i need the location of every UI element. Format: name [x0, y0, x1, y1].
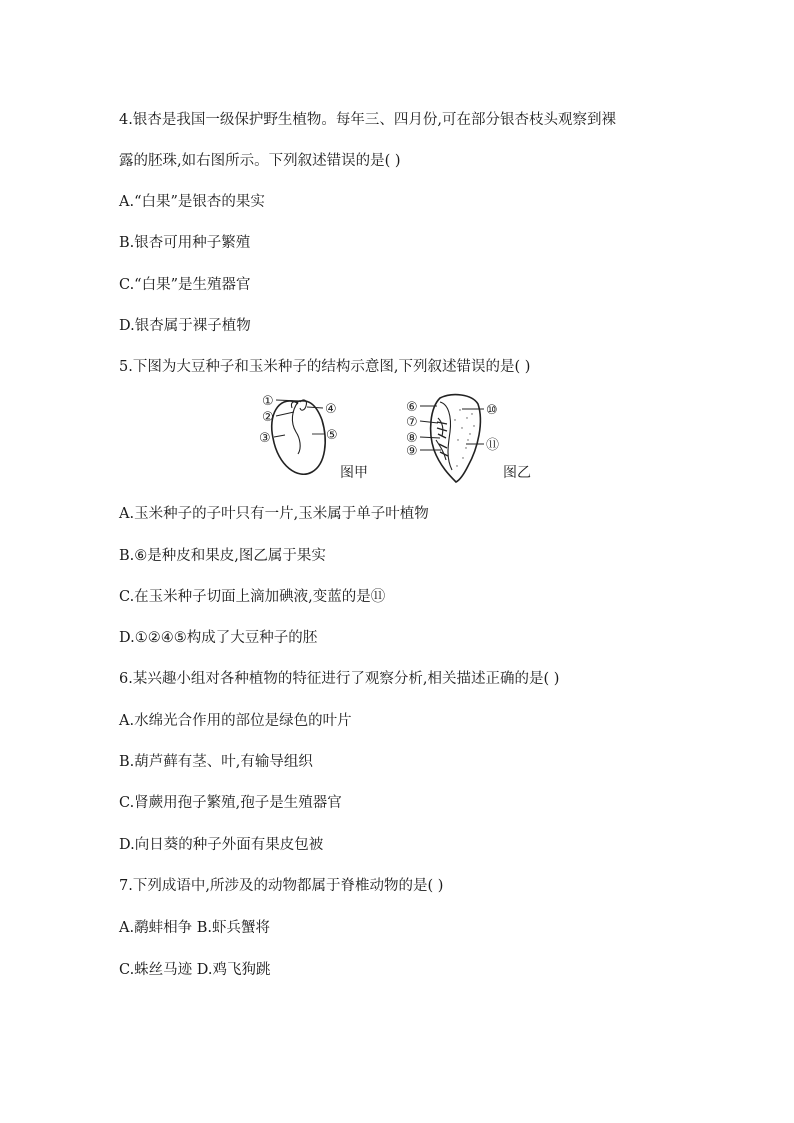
corn-label-7: ⑦	[406, 415, 418, 430]
q6-option-b: B.葫芦藓有茎、叶,有输导组织	[119, 754, 313, 770]
q7-options-cd: C.蛛丝马迹 D.鸡飞狗跳	[119, 962, 271, 978]
q4-option-d: D.银杏属于裸子植物	[119, 318, 251, 334]
corn-leader-lines	[420, 406, 484, 450]
soy-label-3: ③	[259, 431, 271, 446]
q4-stem-line1: 4.银杏是我国一级保护野生植物。每年三、四月份,可在部分银杏枝头观察到裸	[119, 112, 616, 128]
soy-label-4: ④	[325, 402, 337, 417]
q7-stem: 7.下列成语中,所涉及的动物都属于脊椎动物的是( )	[119, 878, 444, 894]
corn-label-9: ⑨	[406, 444, 418, 459]
soybean-leader-lines	[274, 400, 324, 437]
q5-option-b: B.⑥是种皮和果皮,图乙属于果实	[119, 548, 326, 564]
corn-label-10: ⑩	[486, 403, 498, 418]
q7-options-ab: A.鹬蚌相争 B.虾兵蟹将	[119, 920, 270, 936]
soy-label-2: ②	[262, 410, 274, 425]
soy-label-1: ①	[262, 394, 274, 409]
q6-option-a: A.水绵光合作用的部位是绿色的叶片	[119, 713, 352, 729]
q6-option-d: D.向日葵的种子外面有果皮包被	[119, 837, 324, 853]
soybean-seed-drawing	[272, 400, 325, 474]
figure-caption-right: 图乙	[503, 465, 531, 481]
q4-option-c: C.“白果”是生殖器官	[119, 277, 251, 293]
q6-option-c: C.肾蕨用孢子繁殖,孢子是生殖器官	[119, 795, 342, 811]
corn-label-6: ⑥	[406, 400, 418, 415]
q6-stem: 6.某兴趣小组对各种植物的特征进行了观察分析,相关描述正确的是( )	[119, 671, 560, 687]
seed-diagram-svg	[0, 388, 794, 488]
corn-label-8: ⑧	[406, 431, 418, 446]
seed-structure-figure	[0, 388, 794, 488]
q4-option-b: B.银杏可用种子繁殖	[119, 235, 251, 251]
q5-option-a: A.玉米种子的子叶只有一片,玉米属于单子叶植物	[119, 506, 429, 522]
q4-option-a: A.“白果”是银杏的果实	[119, 194, 265, 210]
q4-stem-line2: 露的胚珠,如右图所示。下列叙述错误的是( )	[119, 153, 401, 169]
soy-label-5: ⑤	[326, 428, 338, 443]
corn-label-11: ⑪	[486, 438, 500, 453]
q5-option-c: C.在玉米种子切面上滴加碘液,变蓝的是⑪	[119, 589, 386, 605]
q5-option-d: D.①②④⑤构成了大豆种子的胚	[119, 630, 318, 646]
figure-caption-left: 图甲	[340, 465, 368, 481]
q5-stem: 5.下图为大豆种子和玉米种子的结构示意图,下列叙述错误的是( )	[119, 359, 531, 375]
